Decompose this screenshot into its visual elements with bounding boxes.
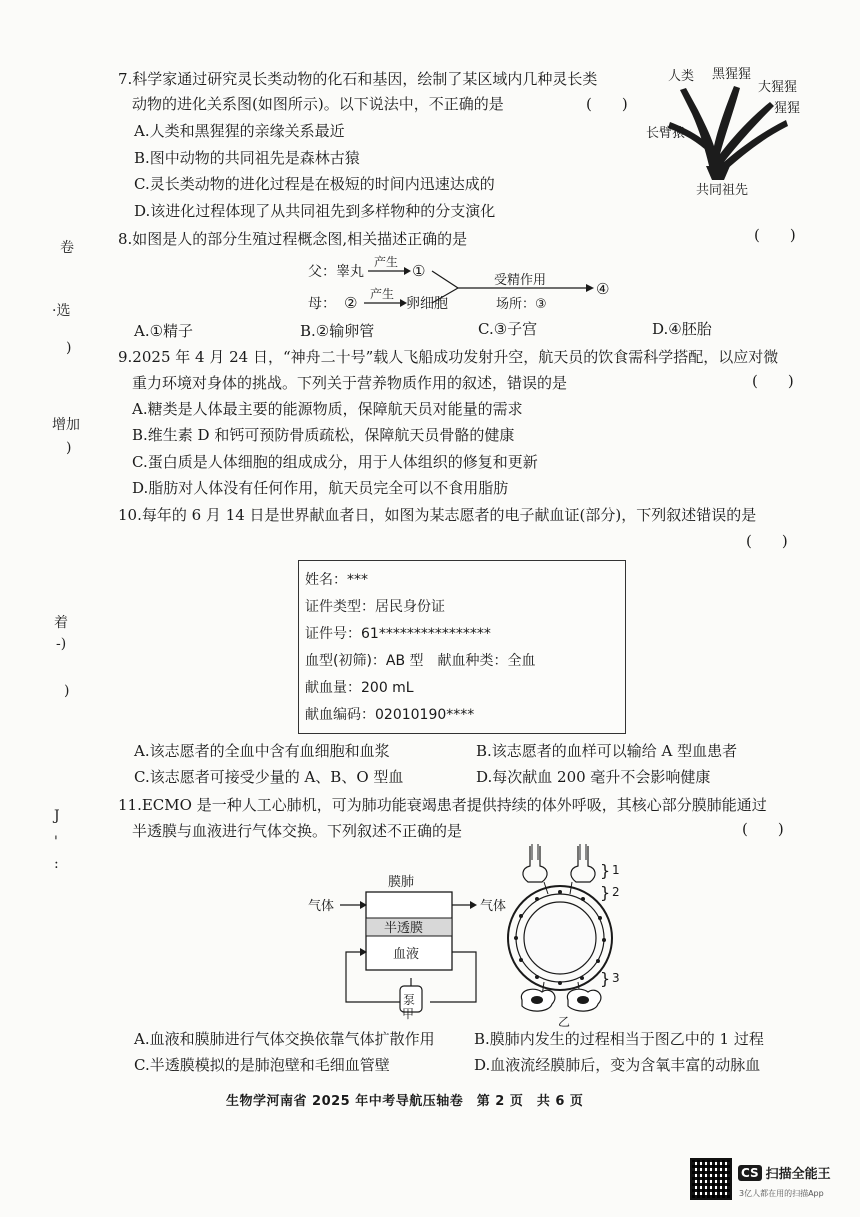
diagram-n1: ① — [412, 262, 426, 280]
margin-mark: 着 — [54, 615, 68, 631]
q9-option-d: D.脂肪对人体没有任何作用，航天员完全可以不食用脂肪 — [132, 479, 509, 497]
q10-option-c: C.该志愿者可接受少量的 A、B、O 型血 — [134, 768, 404, 786]
q10-answer-paren: ( ) — [746, 532, 788, 550]
cert-amount: 献血量：200 mL — [305, 680, 414, 696]
q11-stem-line2: 半透膜与血液进行气体交换。下列叙述不正确的是 — [132, 822, 463, 840]
q7-option-d: D.该进化过程体现了从共同祖先到多样物种的分支演化 — [134, 202, 496, 220]
label-membrane-lung: 膜肺 — [388, 875, 415, 890]
tree-label-chimp: 黑猩猩 — [712, 67, 752, 82]
blood-donation-certificate — [298, 560, 626, 734]
q11-option-b: B.膜肺内发生的过程相当于图乙中的 1 过程 — [474, 1030, 764, 1048]
scanner-subtitle: 3亿人都在用的扫描App — [739, 1189, 824, 1198]
diagram-n2: ② — [344, 294, 358, 312]
svg-text:}: } — [600, 883, 611, 902]
q8-option-c: C.③子宫 — [478, 320, 538, 338]
margin-mark: ) — [66, 340, 72, 356]
margin-mark: 卷 — [60, 240, 74, 256]
margin-mark: J — [54, 808, 60, 824]
q11-answer-paren: ( ) — [742, 820, 784, 838]
q9-option-a: A.糖类是人体最主要的能源物质，保障航天员对能量的需求 — [132, 400, 523, 418]
cert-id-type: 证件类型：居民身份证 — [305, 599, 445, 615]
evolution-tree-figure — [640, 62, 820, 212]
scanner-title: 扫描全能王 — [765, 1167, 831, 1182]
margin-mark: ) — [66, 440, 72, 456]
label-yi: 乙 — [558, 1015, 571, 1029]
q7-stem-line2: 动物的进化关系图(如图所示)。以下说法中，不正确的是 — [132, 95, 504, 113]
q7-option-a: A.人类和黑猩猩的亲缘关系最近 — [134, 122, 345, 140]
label-blood: 血液 — [393, 947, 420, 962]
q11-option-c: C.半透膜模拟的是肺泡壁和毛细血管壁 — [134, 1056, 390, 1074]
qr-code-icon — [690, 1158, 732, 1200]
ecmo-membrane-lung-figure — [300, 872, 510, 1020]
tree-label-orangutan: 猩猩 — [774, 101, 801, 116]
q9-answer-paren: ( ) — [752, 372, 794, 390]
reproduction-concept-diagram — [300, 252, 630, 318]
q11-stem-line1: 11.ECMO 是一种人工心肺机，可为肺功能衰竭患者提供持续的体外呼吸，其核心部分膜肺能通过 — [118, 796, 767, 814]
svg-text:}: } — [600, 969, 611, 988]
tree-label-human: 人类 — [668, 69, 695, 84]
q9-stem-line2: 重力环境对身体的挑战。下列关于营养物质作用的叙述，错误的是 — [132, 374, 568, 392]
alveolus-gas-exchange-figure — [500, 840, 630, 1030]
q9-stem-line1: 9.2025 年 4 月 24 日，“神舟二十号”载人飞船成功发射升空，航天员的饮食需科学搭配，以应对微 — [118, 348, 779, 366]
label-process-1: 1 — [612, 863, 620, 877]
tree-label-gibbon: 长臂猿 — [646, 126, 686, 141]
q10-option-a: A.该志愿者的全血中含有血细胞和血浆 — [134, 742, 390, 760]
margin-mark: -) — [56, 636, 67, 652]
diagram-father: 父：睾丸 — [308, 264, 364, 280]
q9-option-b: B.维生素 D 和钙可预防骨质疏松，保障航天员骨骼的健康 — [132, 426, 515, 444]
q7-option-c: C.灵长类动物的进化过程是在极短的时间内迅速达成的 — [134, 175, 495, 193]
cert-blood-type: 血型(初筛)：AB 型 献血种类：全血 — [305, 653, 536, 669]
q7-answer-paren: ( ) — [586, 95, 628, 113]
q10-option-d: D.每次献血 200 毫升不会影响健康 — [476, 768, 711, 786]
diagram-n4: ④ — [596, 280, 610, 298]
margin-mark: ) — [64, 683, 70, 699]
tree-label-ancestor: 共同祖先 — [696, 183, 749, 198]
margin-mark: 增加 — [52, 417, 80, 433]
q11-option-d: D.血液流经膜肺后，变为含氧丰富的动脉血 — [474, 1056, 761, 1074]
tree-label-gorilla: 大猩猩 — [758, 80, 798, 95]
label-process-2: 2 — [612, 885, 620, 899]
scanner-logo — [738, 1163, 831, 1182]
q8-option-b: B.②输卵管 — [300, 322, 375, 340]
q10-option-b: B.该志愿者的血样可以输给 A 型血患者 — [476, 742, 738, 760]
label-process-3: 3 — [612, 971, 620, 985]
label-jia: 甲 — [402, 1007, 415, 1020]
q8-option-d: D.④胚胎 — [652, 320, 712, 338]
diagram-site: 场所：③ — [496, 297, 547, 312]
q8-stem: 8.如图是人的部分生殖过程概念图,相关描述正确的是 — [118, 230, 468, 248]
label-gas-out: 气体 — [480, 899, 507, 914]
cs-logo-icon: CS — [738, 1165, 762, 1181]
cert-code: 献血编码：02010190**** — [305, 707, 475, 723]
label-gas-in: 气体 — [308, 899, 335, 914]
q9-option-c: C.蛋白质是人体细胞的组成成分，用于人体组织的修复和更新 — [132, 453, 538, 471]
label-semipermeable-membrane: 半透膜 — [384, 921, 424, 936]
diagram-produce-2: 产生 — [370, 287, 395, 301]
label-pump: 泵 — [403, 993, 416, 1007]
q7-stem-line1: 7.科学家通过研究灵长类动物的化石和基因，绘制了某区域内几种灵长类 — [118, 70, 598, 88]
diagram-produce-1: 产生 — [374, 255, 399, 269]
q11-option-a: A.血液和膜肺进行气体交换依靠气体扩散作用 — [134, 1030, 435, 1048]
q7-option-b: B.图中动物的共同祖先是森林古猿 — [134, 149, 360, 167]
cert-id-number: 证件号：61**************** — [305, 626, 491, 642]
diagram-egg: 卵细胞 — [406, 296, 448, 312]
diagram-fertilization: 受精作用 — [494, 273, 547, 288]
diagram-mother: 母： — [308, 296, 336, 312]
margin-mark: ' — [54, 834, 58, 850]
page-footer: 生物学河南省 2025 年中考导航压轴卷 第 2 页 共 6 页 — [226, 1094, 584, 1109]
q10-stem: 10.每年的 6 月 14 日是世界献血者日，如图为某志愿者的电子献血证(部分)，下列叙述错误的是 — [118, 506, 757, 524]
svg-text:}: } — [600, 861, 611, 880]
q8-option-a: A.①精子 — [134, 322, 194, 340]
margin-mark: : — [54, 856, 59, 872]
q8-answer-paren: ( ) — [754, 226, 796, 244]
cert-name: 姓名：*** — [305, 572, 368, 588]
margin-mark: ·选 — [52, 303, 71, 319]
